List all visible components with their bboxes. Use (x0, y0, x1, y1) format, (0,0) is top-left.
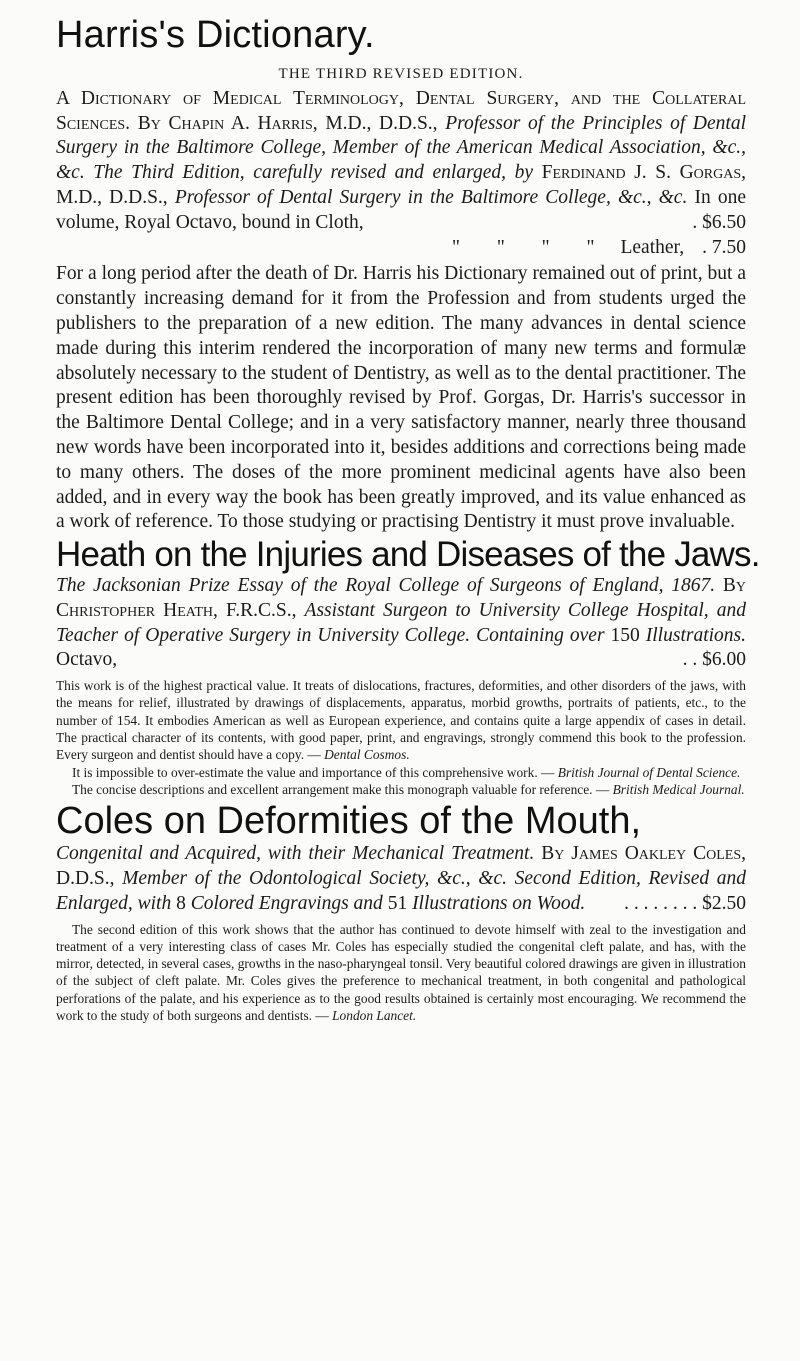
heath-review-3 (56, 781, 746, 798)
harris-price-leather: . 7.50 (702, 236, 746, 258)
heath-lead-author: By Christopher Heath, F.R.C.S., (56, 574, 746, 621)
heath-section (56, 535, 760, 798)
harris-edition: THE THIRD REVISED EDITION. (278, 65, 524, 82)
harris-ditto-line (56, 236, 746, 261)
harris-title: Harris's Dictionary. (56, 14, 375, 56)
coles-lead (56, 842, 746, 916)
heath-review-1 (56, 677, 746, 763)
coles-title: Coles on Deformities of the Mouth, (56, 800, 642, 843)
coles-lead-colored-count: 8 (176, 892, 186, 914)
heath-lead-author-role: Assistant Surgeon to University College Hospital, and Teacher of Operative Surgery in University College. Containing over (56, 599, 746, 646)
heath-lead-count: 150 (610, 624, 640, 646)
harris-lead-editor: Ferdinand J. S. Gorgas, M.D., D.D.S., (56, 162, 746, 209)
heath-review-3-source: British Medical Journal. (609, 781, 745, 797)
heath-price: . . $6.00 (682, 649, 746, 671)
harris-body: For a long period after the death of Dr. Harris his Dictionary remained out of print, but a constantly increasing demand for it from the Profession and from students urged the publishers to the preparation of a new edition. The many advances in dental science made during this interim rendered the incorporation of many new terms and formulæ absolutely necessary to the student of Dentistry, as well as to the dental practitioner. The present edition has been thoroughly revised by Prof. Gorgas, Dr. Harris's successor in the Baltimore Dental College; and in a very satisfactory manner, nearly three thousand new words have been incorporated into it, besides additions and corrections being made to many others. The doses of the more prominent medicinal agents have also been added, and in every way the book has been greatly improved, and its value enhanced as a work of reference. To those studying or practising Dentistry it must prove invaluable. (56, 263, 746, 533)
heath-review-1-text: This work is of the highest practical value. It treats of dislocations, fractures, deformities, and other disorders of the jaws, with the means for relief, illustrated by drawings of displacements, apparatus, morbid growths, portraits of patients, etc., to the number of 154. It embodies American as well as European experience, and contains quite a large appendix of cases in detail. The practical character of its contents, with good paper, print, and engravings, strongly commend this book to the profession. Every surgeon and dentist should have a copy. — (56, 678, 746, 763)
harris-price-cloth: . $6.50 (692, 211, 746, 233)
harris-ditto-marks: " " " " (452, 236, 595, 258)
heath-title: Heath on the Injuries and Diseases of the Jaws. (56, 535, 760, 575)
coles-lead-wood-count: 51 (387, 892, 408, 914)
heath-review-1-source: Dental Cosmos. (320, 747, 410, 763)
coles-lead-author-role: Member of the Odontological Society, &c., &c. Second Edition, Revised and Enlarged, with (56, 867, 746, 914)
harris-lead-format: In one volume, Royal Octavo, bound in Cloth, (56, 187, 746, 233)
coles-price: . . . . . . . . $2.50 (624, 892, 746, 914)
heath-lead-title: The Jacksonian Prize Essay of the Royal College of Surgeons of England, 1867. (56, 574, 716, 596)
harris-ditto-label: Leather, (620, 236, 685, 258)
coles-section (56, 802, 746, 1024)
heath-review-2-text: It is impossible to over-estimate the value and importance of this comprehensive work. — (72, 764, 555, 780)
heath-lead-illustrations: Illustrations. (639, 624, 746, 646)
harris-lead (56, 87, 746, 236)
heath-review-3-text: The concise descriptions and excellent arrangement make this monograph valuable for reference. — (72, 781, 610, 797)
harris-section (56, 16, 746, 535)
heath-review-2-source: British Journal of Dental Science. (554, 764, 741, 780)
heath-lead (56, 574, 746, 673)
coles-lead-colored: Colored Engravings and (185, 892, 388, 914)
harris-lead-title: A Dictionary of Medical Terminology, Dental Surgery, and the Collateral Sciences. By Chapin A. Harris, M.D., D.D.S., (56, 87, 746, 134)
harris-lead-author-role: Professor of the Principles of Dental Surgery in the Baltimore College, Member of the American Medical Association, &c., &c. The Third Edition, carefully revised and enlarged, by (56, 112, 746, 184)
coles-review (56, 921, 746, 1025)
harris-lead-editor-role: Professor of Dental Surgery in the Baltimore College, &c., &c. (174, 187, 688, 209)
coles-review-source: London Lancet. (328, 1008, 417, 1024)
coles-lead-author: By James Oakley Coles, D.D.S., (56, 843, 746, 889)
heath-lead-format: Octavo, (56, 649, 118, 671)
coles-lead-title: Congenital and Acquired, with their Mechanical Treatment. (56, 843, 535, 865)
coles-review-text: The second edition of this work shows that the author has continued to devote himself with zeal to the investigation and treatment of a very interesting class of cases Mr. Coles has especially studied the congenital cleft palate, and has, with the mirror, detected, in several cases, growths in the naso-pharyngeal tonsil. Very beautiful colored drawings are given in illustration of the subject of cleft palate. Mr. Coles gives the preference to mechanical treatment, in both congenital and pathological perforations of the palate, and his experience as to the good results obtained is certainly most encouraging. We recommend the work to the study of both surgeons and dentists. — (56, 921, 746, 1024)
coles-lead-wood: Illustrations on Wood. (407, 892, 586, 914)
heath-review-2 (56, 764, 746, 781)
